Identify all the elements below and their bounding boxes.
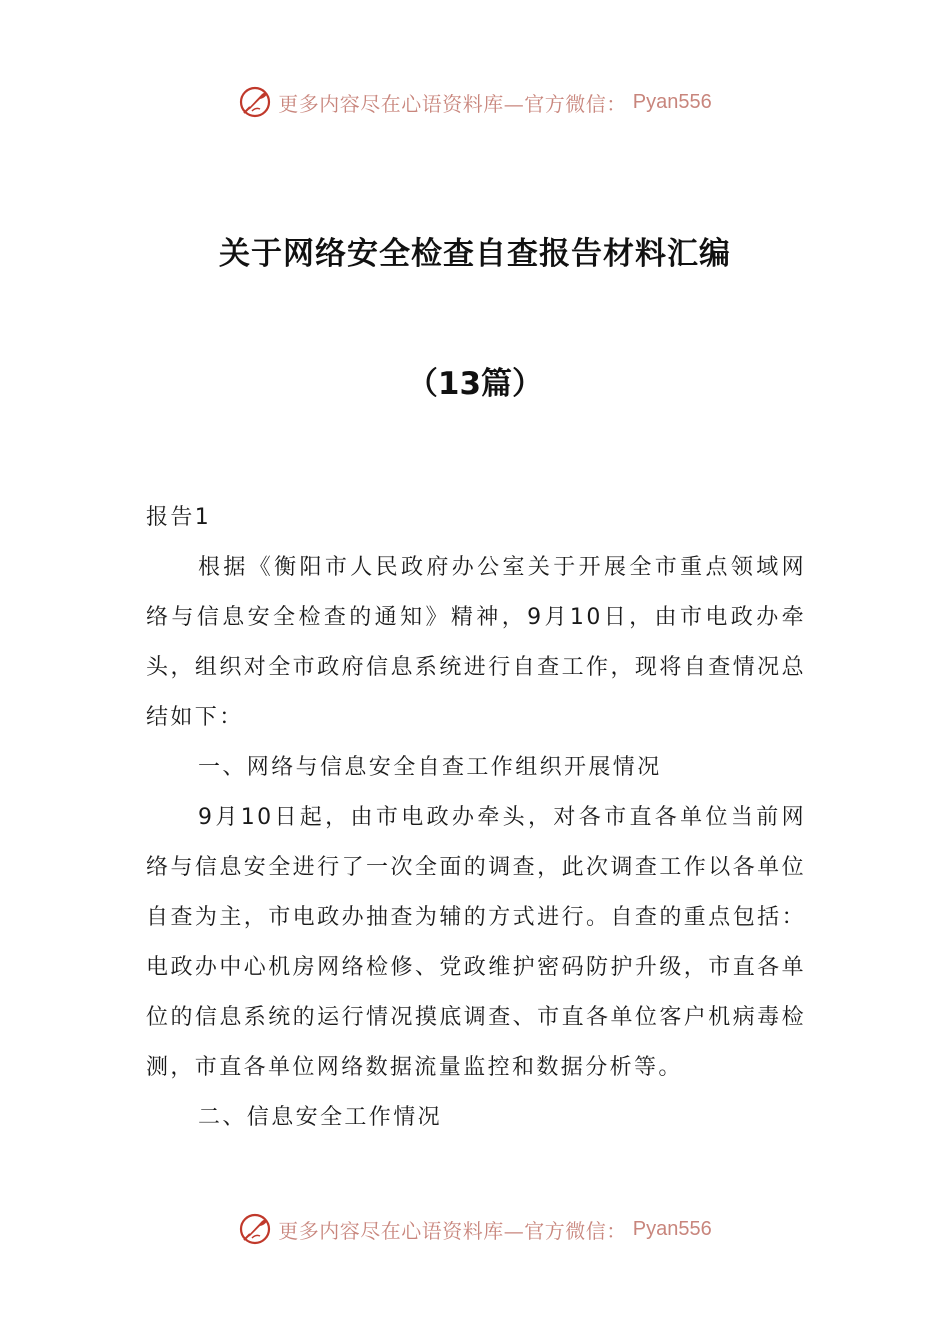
watermark-text: 更多内容尽在心语资料库—官方微信： — [278, 91, 627, 116]
section-heading-2: 二、信息安全工作情况 — [198, 1105, 443, 1130]
watermark-text: 更多内容尽在心语资料库—官方微信： — [278, 1218, 627, 1243]
watermark-wechat-id: Pyan556 — [632, 1217, 712, 1240]
document-body — [146, 493, 806, 1143]
quill-logo-icon — [238, 85, 272, 119]
header-watermark — [0, 82, 950, 122]
paragraph-intro: 根据《衡阳市人民政府办公室关于开展全市重点领域网络与信息安全检查的通知》精神，9月10日，由市电政办牵头，组织对全市政府信息系统进行自查工作，现将自查情况总结如下： — [146, 555, 806, 730]
document-title: 关于网络安全检查自查报告材料汇编 — [219, 236, 731, 272]
quill-logo-icon — [238, 1212, 272, 1246]
section-heading-1: 一、网络与信息安全自查工作组织开展情况 — [198, 755, 662, 780]
report-label: 报告1 — [146, 505, 212, 530]
footer-watermark — [0, 1209, 950, 1249]
watermark-wechat-id: Pyan556 — [632, 90, 712, 113]
paragraph-section-1: 9月10日起，由市电政办牵头，对各市直各单位当前网络与信息安全进行了一次全面的调查，此次调查工作以各单位自查为主，市电政办抽查为辅的方式进行。自查的重点包括：电政办中心机房网络检修、党政维护密码防护升级，市直各单位的信息系统的运行情况摸底调查、市直各单位客户机病毒检测，市直各单位网络数据流量监控和数据分析等。 — [146, 805, 806, 1080]
document-subtitle: （13篇） — [406, 366, 544, 402]
